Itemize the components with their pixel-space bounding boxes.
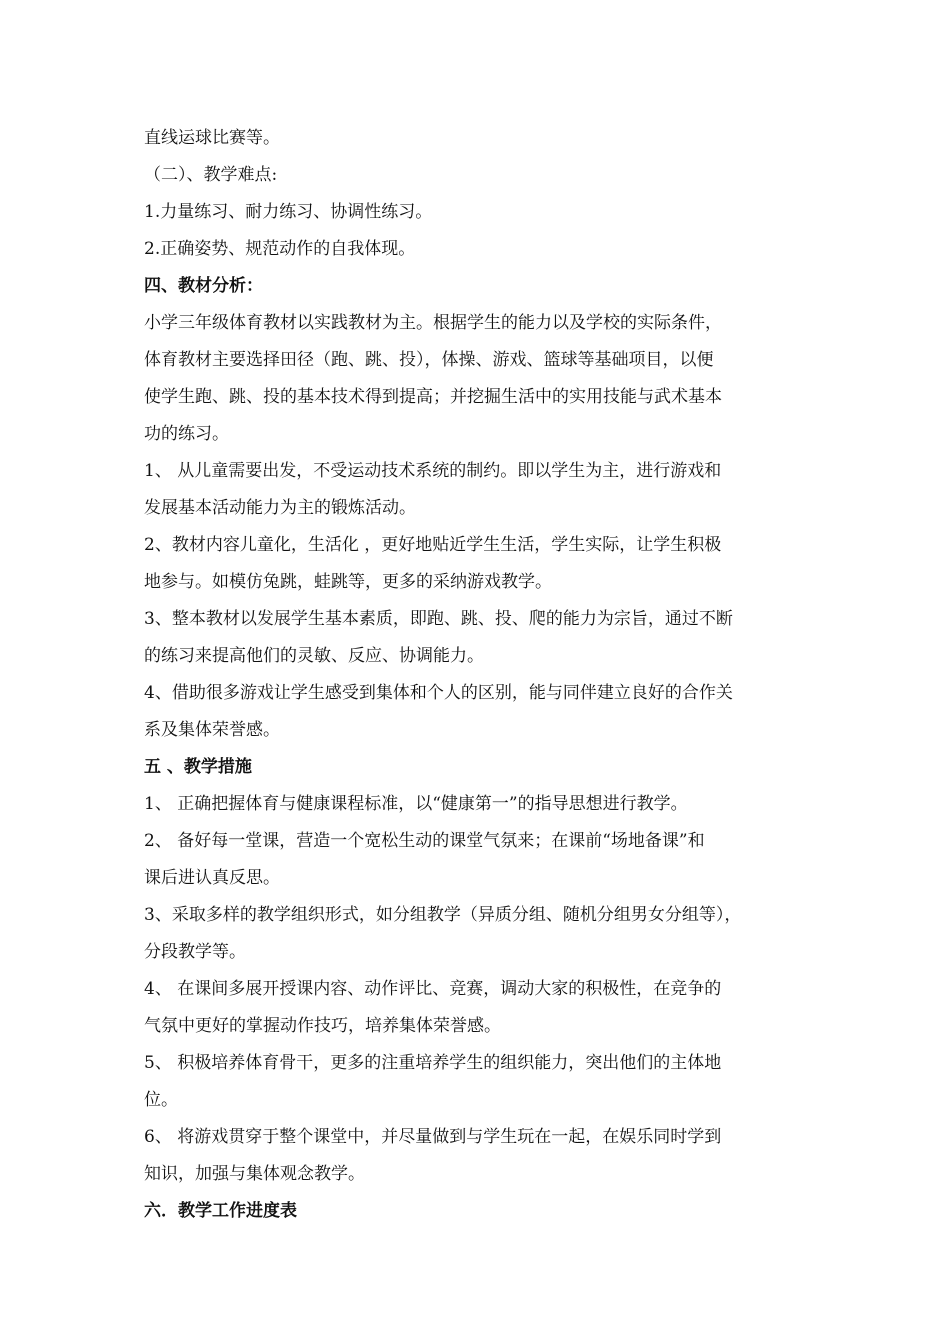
text-line: 5、 积极培养体育骨干，更多的注重培养学生的组织能力，突出他们的主体地 — [144, 1053, 722, 1073]
text-line: 4、 在课间多展开授课内容、动作评比、竞赛，调动大家的积极性，在竞争的 — [144, 979, 722, 999]
section-heading: 五 、教学措施 — [144, 757, 252, 777]
text-line: 功的练习。 — [144, 424, 229, 444]
section-heading: 六．教学工作进度表 — [144, 1201, 297, 1221]
text-line: 1.力量练习、耐力练习、协调性练习。 — [144, 202, 433, 222]
text-line: 地参与。如模仿兔跳，蛙跳等，更多的采纳游戏教学。 — [144, 572, 552, 592]
section-heading: 四、教材分析： — [144, 276, 263, 296]
text-line: 系及集体荣誉感。 — [144, 720, 280, 740]
text-line: 体育教材主要选择田径（跑、跳、投），体操、游戏、篮球等基础项目，以便 — [144, 350, 714, 370]
text-line: 气氛中更好的掌握动作技巧，培养集体荣誉感。 — [144, 1016, 501, 1036]
text-line: 发展基本活动能力为主的锻炼活动。 — [144, 498, 416, 518]
text-line: 4、借助很多游戏让学生感受到集体和个人的区别，能与同伴建立良好的合作关 — [144, 683, 733, 703]
text-line: 位。 — [144, 1090, 178, 1110]
text-line: 分段教学等。 — [144, 942, 246, 962]
text-line: 3、采取多样的教学组织形式，如分组教学（异质分组、随机分组男女分组等）， — [144, 905, 742, 925]
text-line: 的练习来提高他们的灵敏、反应、协调能力。 — [144, 646, 484, 666]
text-line: 2、 备好每一堂课，营造一个宽松生动的课堂气氛来；在课前“场地备课”和 — [144, 831, 705, 851]
text-line: 1、 正确把握体育与健康课程标准，以“健康第一”的指导思想进行教学。 — [144, 794, 688, 814]
text-line: 直线运球比赛等。 — [144, 128, 280, 148]
text-line: 课后进认真反思。 — [144, 868, 280, 888]
text-line: 6、 将游戏贯穿于整个课堂中，并尽量做到与学生玩在一起，在娱乐同时学到 — [144, 1127, 722, 1147]
text-line: 2、教材内容儿童化，生活化 ，更好地贴近学生生活，学生实际，让学生积极 — [144, 535, 722, 555]
text-line: （二）、教学难点: — [144, 165, 278, 185]
text-line: 小学三年级体育教材以实践教材为主。根据学生的能力以及学校的实际条件， — [144, 313, 722, 333]
document-body — [144, 120, 810, 1230]
text-line: 2.正确姿势、规范动作的自我体现。 — [144, 239, 416, 259]
text-line: 3、整本教材以发展学生基本素质，即跑、跳、投、爬的能力为宗旨，通过不断 — [144, 609, 733, 629]
text-line: 知识，加强与集体观念教学。 — [144, 1164, 365, 1184]
text-line: 使学生跑、跳、投的基本技术得到提高；并挖掘生活中的实用技能与武术基本 — [144, 387, 722, 407]
text-line: 1、 从儿童需要出发，不受运动技术系统的制约。即以学生为主，进行游戏和 — [144, 461, 722, 481]
